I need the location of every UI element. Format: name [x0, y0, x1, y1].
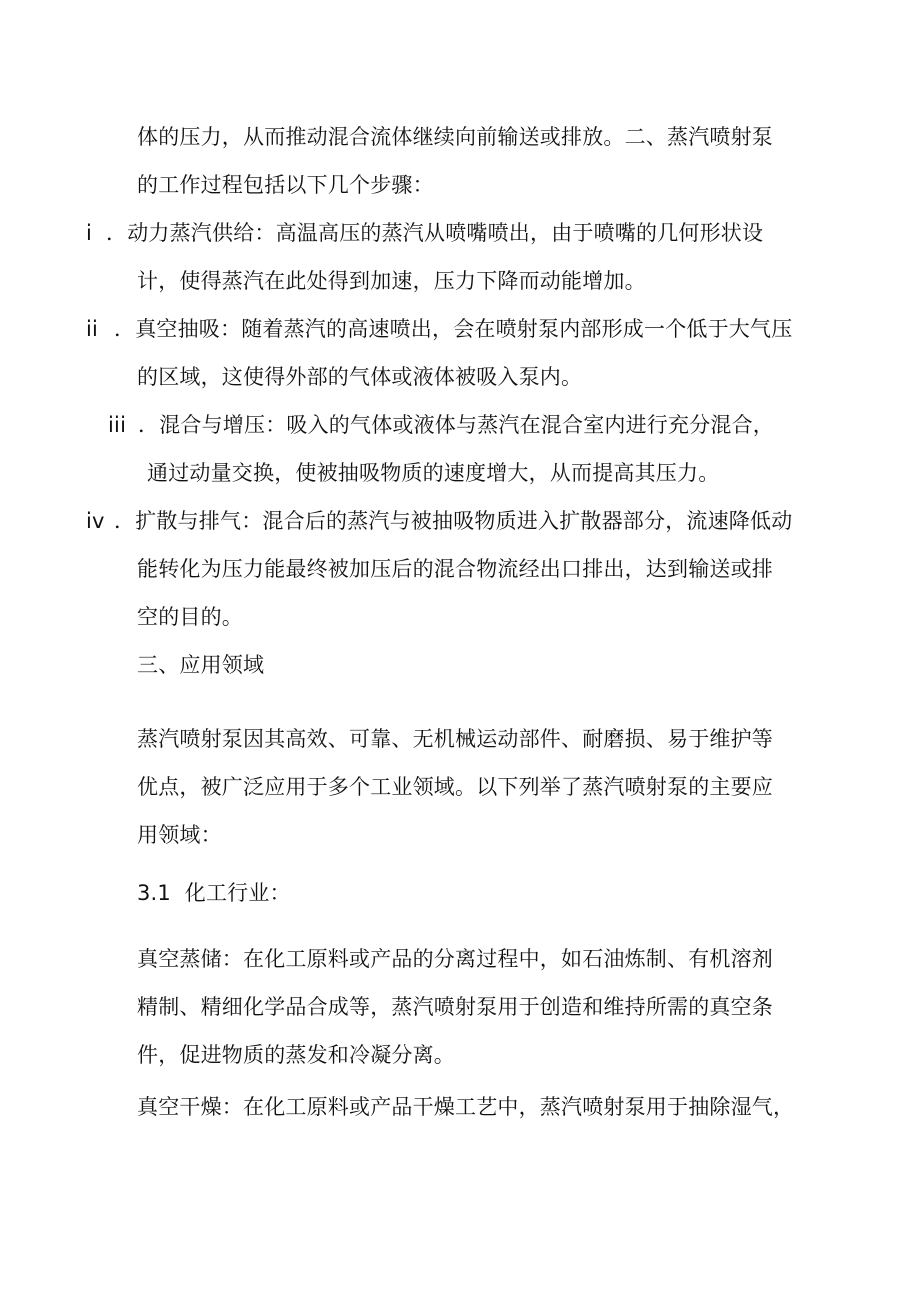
intro-line-2: 的工作过程包括以下几个步骤： [137, 173, 434, 197]
step-4-text: ．扩散与排气：混合后的蒸汽与被抽吸物质进入扩散器部分，流速降低动 [114, 509, 793, 533]
section-para-line-2: 优点，被广泛应用于多个工业领域。以下列举了蒸汽喷射泵的主要应 [137, 775, 773, 799]
section-para-line-3: 用领域： [137, 823, 222, 847]
step-1-line-1 [86, 219, 763, 247]
section-heading: 三、应用领域 [137, 653, 265, 677]
vacuum-distill-line-3: 件，促进物质的蒸发和冷凝分离。 [137, 1043, 455, 1067]
step-4-marker: iv [86, 509, 105, 533]
step-3-line-2: 通过动量交换，使被抽吸物质的速度增大，从而提高其压力。 [147, 461, 720, 485]
step-4-line-3: 空的目的。 [137, 605, 243, 629]
step-4-line-1 [86, 507, 792, 535]
intro-line-1: 体的压力，从而推动混合流体继续向前输送或排放。二、蒸汽喷射泵 [137, 125, 773, 149]
step-2-line-2: 的区域，这使得外部的气体或液体被吸入泵内。 [137, 365, 583, 389]
section-para-line-1: 蒸汽喷射泵因其高效、可靠、无机械运动部件、耐磨损、易于维护等 [137, 727, 773, 751]
step-3-marker: iii [108, 413, 127, 437]
vacuum-dry-line-1: 真空干燥：在化工原料或产品干燥工艺中，蒸汽喷射泵用于抽除湿气， [137, 1095, 795, 1119]
step-2-text: ．真空抽吸：随着蒸汽的高速喷出，会在喷射泵内部形成一个低于大气压 [114, 317, 793, 341]
sub-heading: 3.1 化工行业： [137, 881, 291, 905]
step-1-line-2: 计，使得蒸汽在此处得到加速，压力下降而动能增加。 [137, 269, 646, 293]
step-1-marker: i [86, 221, 93, 245]
step-1-text: ．动力蒸汽供给：高温高压的蒸汽从喷嘴喷出，由于喷嘴的几何形状设 [106, 221, 764, 245]
vacuum-distill-line-2: 精制、精细化学品合成等，蒸汽喷射泵用于创造和维持所需的真空条 [137, 995, 773, 1019]
vacuum-distill-line-1: 真空蒸储：在化工原料或产品的分离过程中，如石油炼制、有机溶剂 [137, 947, 773, 971]
step-4-line-2: 能转化为压力能最终被加压后的混合物流经出口排出，达到输送或排 [137, 557, 773, 581]
step-3-line-1 [108, 411, 774, 439]
step-2-marker: ii [86, 317, 99, 341]
step-2-line-1 [86, 315, 792, 343]
step-3-text: ．混合与增压：吸入的气体或液体与蒸汽在混合室内进行充分混合， [138, 413, 774, 437]
